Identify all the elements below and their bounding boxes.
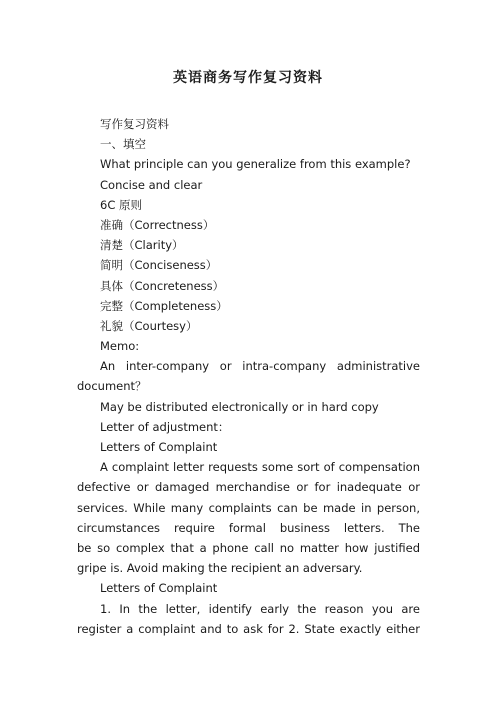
memo-note: May be distributed electronically or in hard copy xyxy=(100,399,379,414)
principle-item: 完整（Completeness） xyxy=(100,298,228,313)
memo-heading: Memo: xyxy=(100,339,140,354)
answer-line: Concise and clear xyxy=(100,177,203,192)
principle-heading: 6C 原则 xyxy=(100,197,143,212)
question-line: What principle can you generalize from this example? xyxy=(100,157,411,172)
adjustment-heading: Letter of adjustment： xyxy=(100,419,230,434)
complaint-heading: Letters of Complaint xyxy=(100,440,218,454)
paragraph-line: circumstances require formal business letters. The xyxy=(77,520,420,535)
paragraph-line: A complaint letter requests some sort of compensation xyxy=(100,460,420,475)
principle-item: 礼貌（Courtesy） xyxy=(100,318,198,333)
paragraph-line: 1. In the letter, identify early the reason you are xyxy=(100,601,420,616)
paragraph-line: be so complex that a phone call no matter how justified xyxy=(77,540,420,555)
principle-item: 简明（Conciseness） xyxy=(100,258,218,273)
principle-item: 具体（Concreteness） xyxy=(100,278,225,293)
principle-item: 准确（Correctness） xyxy=(100,217,215,232)
paragraph-line: services. While many complaints can be made in person, xyxy=(77,500,420,515)
paragraph-line: gripe is. Avoid making the recipient an adversary. xyxy=(77,561,363,576)
subsection-heading: 一、填空 xyxy=(100,137,146,152)
memo-definition-line: An inter-company or intra-company administrative xyxy=(100,359,420,374)
document-body xyxy=(77,114,420,639)
document-title: 英语商务写作复习资料 xyxy=(173,70,323,86)
memo-definition-line: document？ xyxy=(77,379,147,394)
principle-item: 清楚（Clarity） xyxy=(100,238,184,253)
paragraph-line: defective or damaged merchandise or for inadequate or xyxy=(77,480,420,495)
complaint-heading: Letters of Complaint xyxy=(100,581,218,596)
section-heading: 写作复习资料 xyxy=(100,117,169,131)
paragraph-line: register a complaint and to ask for 2. State exactly either xyxy=(77,621,420,636)
